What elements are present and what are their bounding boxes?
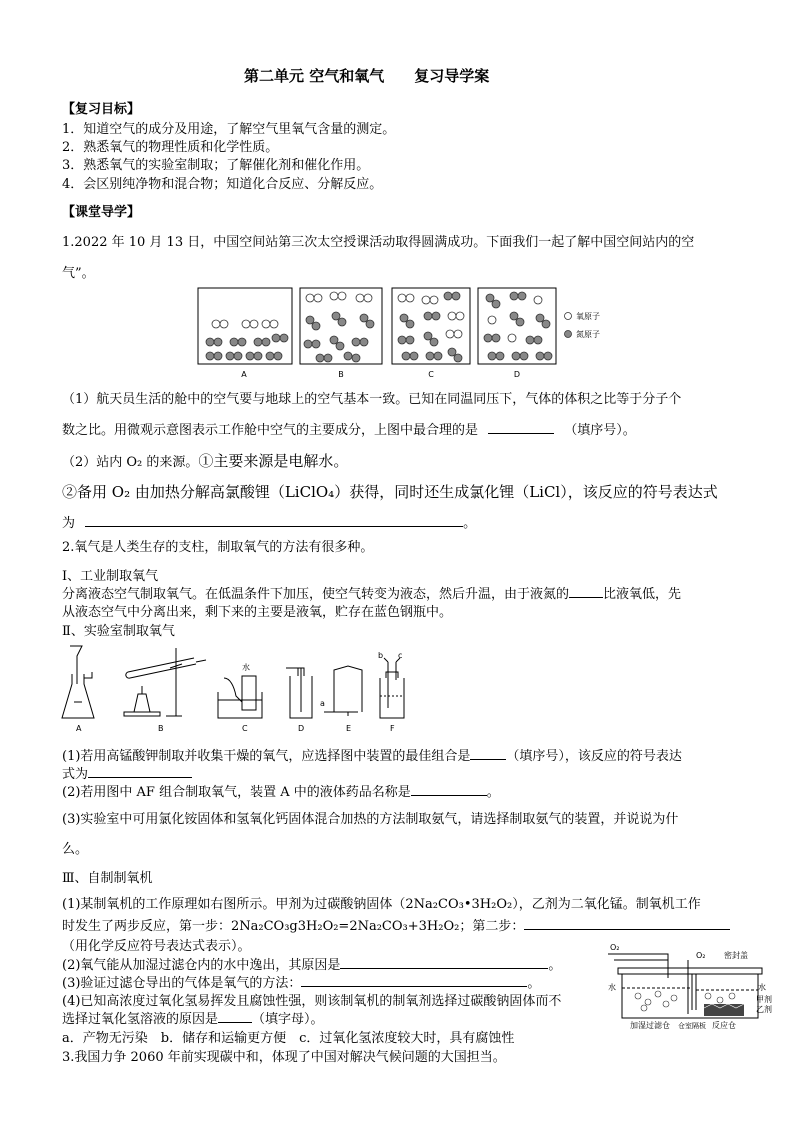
legend-nitrogen: 氮原子: [576, 330, 600, 339]
answer-blank[interactable]: [85, 514, 463, 527]
apparatus-e: [324, 666, 362, 716]
answer-blank[interactable]: [488, 421, 554, 434]
answer-blank[interactable]: [340, 956, 548, 969]
legend-oxygen: 氧原子: [576, 312, 600, 321]
sec2-q1-cont: 式为: [62, 763, 192, 782]
apparatus-label-d: D: [298, 724, 305, 733]
sec3-q1: (1)某制氧机的工作原理如右图所示。甲剂为过碳酸钠固体（2Na₂CO₃•3H₂O₂），乙剂为二氧化锰。制氧机工作: [62, 897, 701, 912]
water-label: 水: [242, 663, 250, 672]
goal-item: 2．熟悉氧气的物理性质和化学性质。: [62, 140, 279, 155]
oxygen-generator-figure: [608, 938, 774, 1038]
goal-item: 1．知道空气的成分及用途，了解空气里氧气含量的测定。: [62, 122, 396, 137]
label-b: B: [338, 370, 344, 379]
reaction-chamber-label: 反应仓: [712, 1021, 736, 1030]
q1-part1-text: （1）航天员生活的舱中的空气要与地球上的空气基本一致。已知在同温同压下，气体的体积之比等于分子个: [62, 392, 682, 407]
sec2-q3: (3)实验室中可用氯化铵固体和氢氧化钙固体混合加热的方法制取氨气，请选择制取氨气的装置，并说说为什: [62, 812, 679, 827]
sec3-q4-options: a．产物无污染 b．储存和运输更方便 c．过氧化氢浓度较大时，具有腐蚀性: [62, 1031, 515, 1046]
section-3-title: Ⅲ、自制制氧机: [62, 871, 153, 886]
lab-apparatus-figure: [58, 638, 418, 734]
sec3-q4-cont: 选择过氧化氢溶液的原因是 （填字母）。: [62, 1012, 324, 1027]
label-c: C: [428, 370, 434, 379]
oxygen-atom-legend-icon: [565, 313, 572, 320]
tube-b-label: b: [378, 651, 384, 660]
apparatus-label-f: F: [390, 724, 395, 733]
sec3-q1-end: （用化学反应符号表达式表示）。: [62, 939, 251, 954]
q2-intro: 2.氧气是人类生存的支柱，制取氧气的方法有很多种。: [62, 540, 374, 555]
water-left-label: 水: [608, 983, 616, 992]
tube-c-label: c: [398, 651, 403, 660]
apparatus-c: [218, 676, 262, 718]
answer-blank[interactable]: [470, 747, 506, 760]
apparatus-f: [380, 658, 404, 718]
apparatus-label-a: A: [76, 724, 82, 733]
section-1-title: Ⅰ、工业制取氧气: [62, 569, 159, 584]
answer-blank[interactable]: [569, 585, 603, 598]
goal-item: 4．会区别纯净物和混合物；知道化合反应、分解反应。: [62, 177, 383, 192]
o2-outlet-label: O₂: [610, 943, 620, 952]
answer-blank[interactable]: [218, 1010, 252, 1023]
answer-blank[interactable]: [411, 783, 487, 796]
apparatus-a: [62, 646, 94, 718]
seal-label: 密封盖: [724, 951, 748, 960]
sec2-q3-cont: 么。: [62, 842, 89, 857]
answer-blank[interactable]: [301, 974, 527, 987]
section-2-title: Ⅱ、实验室制取氧气: [62, 624, 175, 639]
q1-text-cont: 气”。: [62, 266, 95, 281]
sec2-q1: (1)若用高锰酸钾制取并收集干燥的氧气，应选择图中装置的最佳组合是 （填序号），该反应的符号表达: [62, 749, 682, 764]
label-a: A: [241, 370, 247, 379]
section-1-text-cont: 从液态空气中分离出来，剩下来的主要是液氧，贮存在蓝色钢瓶中。: [62, 605, 453, 620]
sec3-q4: (4)已知高浓度过氧化氢易挥发且腐蚀性强，则该制氧机的制氧剂选择过碳酸钠固体而不: [62, 994, 562, 1009]
agent-b-label: 乙剂: [756, 1005, 772, 1014]
q1-part2-text: （2）站内 O₂ 的来源。①主要来源是电解水。: [62, 452, 349, 470]
q3-text: 3.我国力争 2060 年前实现碳中和，体现了中国对解决气候问题的大国担当。: [62, 1050, 506, 1065]
partition-label: 仓室隔板: [678, 1022, 706, 1030]
nitrogen-atom-legend-icon: [565, 331, 572, 338]
apparatus-label-e: E: [346, 724, 352, 733]
sec3-q1-cont: 时发生了两步反应，第一步：2Na₂CO₃g3H₂O₂=2Na₂CO₃+3H₂O₂；第二步：: [62, 915, 730, 934]
apparatus-b: [124, 648, 206, 716]
filter-chamber-label: 加湿过滤仓: [630, 1021, 670, 1030]
apparatus-label-b: B: [158, 724, 164, 733]
sec3-q3: (3)验证过滤仓导出的气体是氧气的方法： 。: [62, 976, 541, 991]
q1-part2-answer-line: 为 。: [62, 516, 477, 531]
particle-diagram-figure: [196, 286, 616, 382]
apparatus-label-c: C: [242, 724, 248, 733]
q1-part1-text-cont: 数之比。用微观示意图表示工作舱中空气的主要成分，上图中最合理的是 （填序号）。: [62, 423, 636, 438]
o2-inner-label: O₂: [696, 951, 706, 960]
goal-item: 3．熟悉氧气的实验室制取；了解催化剂和催化作用。: [62, 158, 370, 173]
water-right-label: 水: [758, 983, 766, 992]
agent-a-label: 甲剂: [756, 995, 772, 1004]
tube-a-label: a: [320, 699, 325, 708]
q1-part2-backup: ②备用 O₂ 由加热分解高氯酸锂（LiClO₄）获得，同时还生成氯化锂（LiCl），该反应的符号表达式: [62, 483, 718, 501]
q1-text: 1.2022 年 10 月 13 日，中国空间站第三次太空授课活动取得圆满成功。下面我们一起了解中国空间站内的空: [62, 235, 695, 250]
answer-blank[interactable]: [524, 917, 730, 930]
page-title: 第二单元 空气和氧气 复习导学案: [244, 67, 490, 85]
review-goals-header: 【复习目标】: [62, 102, 141, 117]
sec3-q2: (2)氧气能从加湿过滤仓内的水中逸出，其原因是 。: [62, 958, 562, 973]
label-d: D: [513, 370, 521, 379]
section-1-text: 分离液态空气制取氧气。在低温条件下加压，使空气转变为液态，然后升温，由于液氮的 比液氧低，先: [62, 587, 682, 602]
answer-blank[interactable]: [88, 765, 192, 778]
class-guide-header: 【课堂导学】: [62, 205, 141, 220]
sec2-q2: (2)若用图中 AF 组合制取氧气，装置 A 中的液体药品名称是 。: [62, 785, 500, 800]
apparatus-d: [286, 668, 312, 718]
